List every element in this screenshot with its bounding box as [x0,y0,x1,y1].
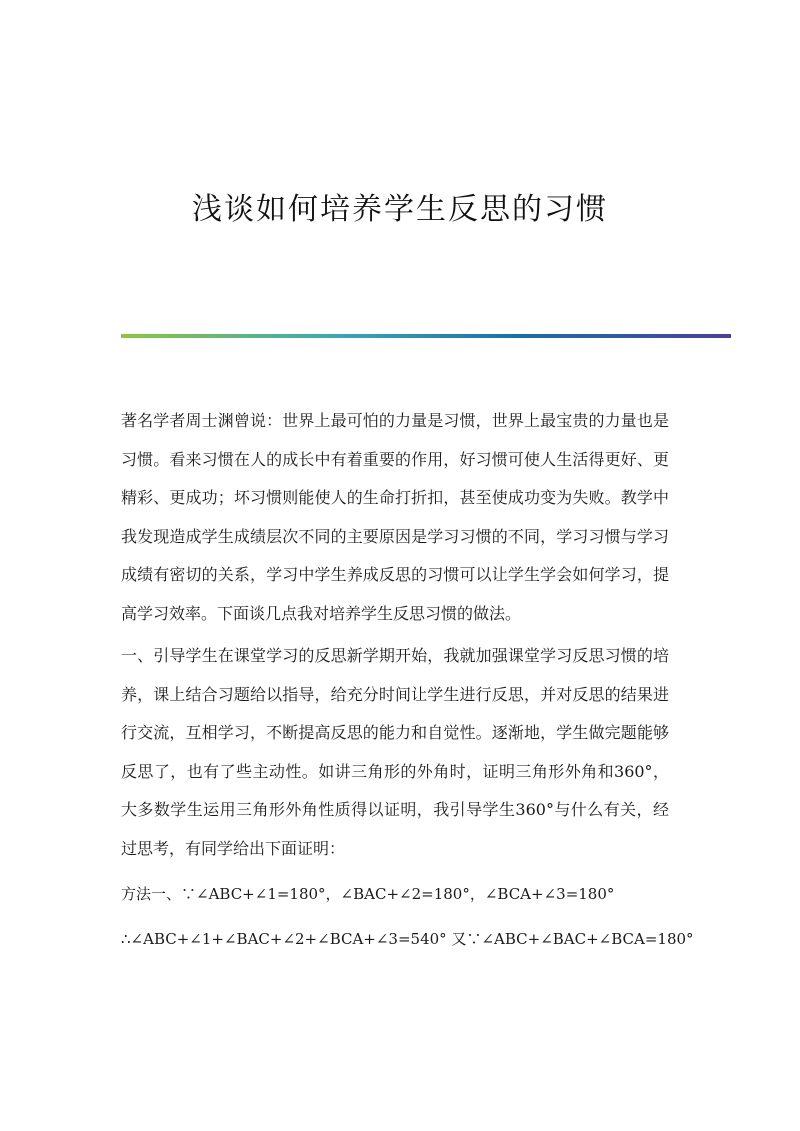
title-divider [121,334,731,338]
document-body [121,402,694,958]
paragraph-section-one: 一、引导学生在课堂学习的反思新学期开始，我就加强课堂学习反思习惯的培养，课上结合习题给以指导，给充分时间让学生进行反思，并对反思的结果进行交流，互相学习，不断提高反思的能力和自觉性。逐渐地，学生做完题能够反思了，也有了些主动性。如讲三角形的外角时，证明三角形外角和360°，大多数学生运用三角形外角性质得以证明，我引导学生360°与什么有关，经过思考，有同学给出下面证明： [121,646,669,858]
proof-line-2: ∴∠ABC+∠1+∠BAC+∠2+∠BCA+∠3=540° 又∵∠ABC+∠BAC+∠BCA=180° [121,930,694,948]
page-title: 浅谈如何培养学生反思的习惯 [192,192,608,227]
paragraph-intro: 著名学者周士渊曾说：世界上最可怕的力量是习惯，世界上最宝贵的力量也是习惯。看来习惯在人的成长中有着重要的作用，好习惯可使人生活得更好、更精彩、更成功；坏习惯则能使人的生命打折扣，甚至使成功变为失败。教学中我发现造成学生成绩层次不同的主要原因是学习习惯的不同，学习习惯与学习成绩有密切的关系，学习中学生养成反思的习惯可以让学生学会如何学习，提高学习效率。下面谈几点我对培养学生反思习惯的做法。 [121,411,669,623]
proof-line-1: 方法一、∵∠ABC+∠1=180°，∠BAC+∠2=180°，∠BCA+∠3=180° [121,885,615,903]
